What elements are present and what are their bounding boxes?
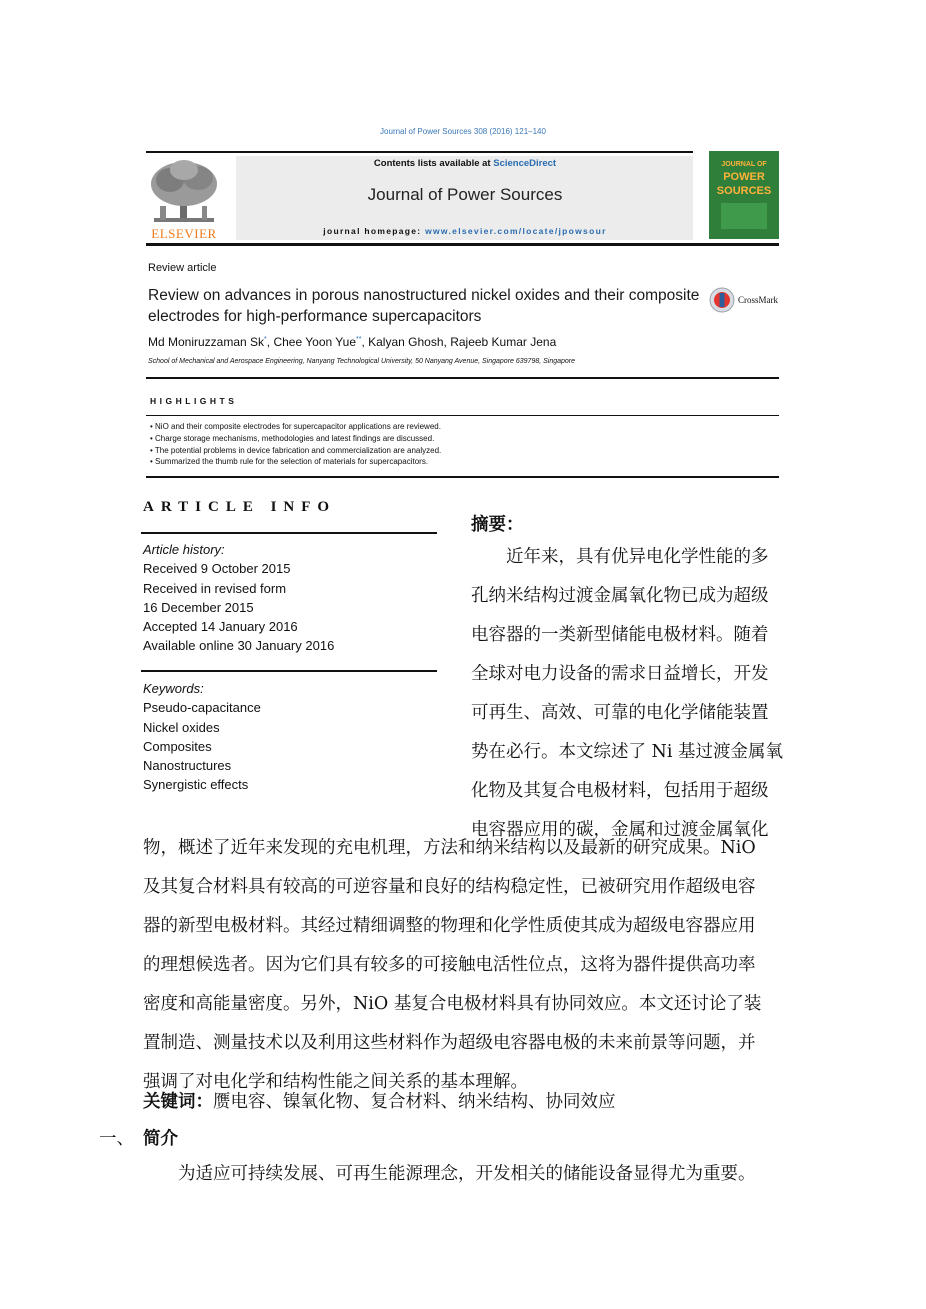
abstract-line: 势在必行。本文综述了 Ni 基过渡金属氧 bbox=[471, 742, 784, 762]
history-line: Available online 30 January 2016 bbox=[143, 638, 335, 654]
article-info-rule bbox=[141, 532, 437, 534]
author-mark: * bbox=[264, 336, 267, 343]
keywords-cn bbox=[143, 1088, 616, 1113]
highlights-bottom-rule bbox=[146, 476, 779, 478]
elsevier-logo bbox=[146, 158, 222, 226]
keyword-item: Nickel oxides bbox=[143, 719, 220, 735]
keywords-cn-text: 赝电容、镍氧化物、复合材料、纳米结构、协同效应 bbox=[213, 1092, 616, 1112]
journal-cover-thumbnail bbox=[709, 151, 779, 239]
abstract-line: 电容器的一类新型储能电极材料。随着 bbox=[471, 625, 769, 645]
keywords-label: Keywords: bbox=[143, 681, 204, 696]
keyword-item: Pseudo-capacitance bbox=[143, 700, 261, 716]
author-name: Kalyan Ghosh bbox=[368, 335, 444, 349]
contents-prefix: Contents lists available at bbox=[373, 158, 494, 169]
journal-citation: Journal of Power Sources 308 (2016) 121–140 bbox=[380, 127, 546, 136]
section-title: 简介 bbox=[143, 1129, 178, 1149]
highlight-item: • Summarized the thumb rule for the selection of materials for supercapacitors. bbox=[150, 457, 429, 467]
highlight-item: • NiO and their composite electrodes for supercapacitor applications are reviewed. bbox=[150, 422, 441, 431]
abstract-line: 近年来，具有优异电化学性能的多 bbox=[471, 547, 769, 567]
elsevier-wordmark: ELSEVIER bbox=[151, 226, 217, 241]
abstract-line: 可再生、高效、可靠的电化学储能装置 bbox=[471, 703, 769, 723]
author-list bbox=[148, 335, 556, 349]
author-sep: , bbox=[361, 335, 369, 349]
author-affiliation: School of Mechanical and Aerospace Engineering, Nanyang Technological University, 50 Nanyang Avenue, Singapore 639798, Singapore bbox=[148, 358, 576, 365]
history-line: Received in revised form bbox=[143, 580, 287, 596]
history-line: 16 December 2015 bbox=[143, 599, 254, 615]
author-mark: ** bbox=[356, 336, 362, 343]
author-name: Chee Yoon Yue bbox=[273, 335, 356, 349]
section-number: 一、 bbox=[99, 1129, 134, 1149]
cover-line-3: SOURCES bbox=[716, 185, 772, 197]
intro-paragraph: 为适应可持续发展、可再生能源理念，开发相关的储能设备显得尤为重要。 bbox=[178, 1164, 756, 1184]
abstract-full-width bbox=[143, 829, 789, 1102]
abstract-line: 及其复合材料具有较高的可逆容量和良好的结构稳定性，已被研究用作超级电容 bbox=[143, 877, 756, 897]
abstract-line: 强调了对电化学和结构性能之间关系的基本理解。 bbox=[143, 1072, 528, 1092]
author-sep: , bbox=[266, 335, 274, 349]
history-line: Received 9 October 2015 bbox=[143, 561, 291, 577]
abstract-line: 的理想候选者。因为它们具有较多的可接触电活性位点，这将为器件提供高功率 bbox=[143, 955, 756, 975]
cover-line-2: POWER bbox=[723, 171, 765, 183]
keyword-item: Nanostructures bbox=[143, 758, 232, 774]
crossmark-badge[interactable] bbox=[709, 287, 784, 315]
abstract-line: 器的新型电极材料。其经过精细调整的物理和化学性质使其成为超级电容器应用 bbox=[143, 916, 756, 936]
history-rule bbox=[141, 670, 437, 672]
elsevier-tree-icon bbox=[146, 158, 222, 226]
article-type: Review article bbox=[148, 262, 217, 274]
keyword-item: Composites bbox=[143, 738, 212, 754]
highlights-title: HIGHLIGHTS bbox=[150, 396, 238, 406]
affiliation-rule bbox=[146, 377, 779, 379]
contents-available-line bbox=[240, 158, 690, 169]
article-info-title: ARTICLE INFO bbox=[143, 499, 337, 515]
article-history bbox=[143, 540, 334, 656]
highlight-item: • Charge storage mechanisms, methodologies and latest findings are discussed. bbox=[150, 433, 435, 443]
highlights-rule bbox=[146, 415, 779, 416]
header-bottom-rule bbox=[146, 243, 779, 246]
sciencedirect-link[interactable]: ScienceDirect bbox=[493, 158, 557, 169]
abstract-heading: 摘要： bbox=[471, 515, 524, 535]
abstract-line: 全球对电力设备的需求日益增长，开发 bbox=[471, 664, 769, 684]
crossmark-label: CrossMark bbox=[738, 295, 778, 305]
journal-title: Journal of Power Sources bbox=[367, 185, 563, 204]
keywords-block bbox=[143, 679, 261, 795]
keyword-item: Synergistic effects bbox=[143, 777, 249, 793]
history-line: Accepted 14 January 2016 bbox=[143, 619, 298, 635]
highlights-list bbox=[150, 421, 441, 468]
abstract-line: 电容器应用的碳，金属和过渡金属氧化 bbox=[471, 820, 769, 840]
history-label: Article history: bbox=[143, 542, 225, 557]
journal-homepage-line bbox=[240, 226, 690, 236]
keywords-cn-label: 关键词： bbox=[143, 1092, 213, 1112]
abstract-line: 密度和高能量密度。另外，NiO 基复合电极材料具有协同效应。本文还讨论了装 bbox=[143, 994, 762, 1014]
cover-line-1: JOURNAL OF bbox=[721, 161, 767, 168]
abstract-right-column bbox=[471, 538, 789, 850]
homepage-link[interactable]: www.elsevier.com/locate/jpowsour bbox=[425, 226, 607, 236]
article-title: Review on advances in porous nanostructured nickel oxides and their composite electrodes for high-performance supercapacitors bbox=[148, 287, 700, 325]
abstract-line: 置制造、测量技术以及利用这些材料作为超级电容器电极的未来前景等问题，并 bbox=[143, 1033, 756, 1053]
abstract-line: 化物及其复合电极材料，包括用于超级 bbox=[471, 781, 769, 801]
abstract-line: 孔纳米结构过渡金属氧化物已成为超级 bbox=[471, 586, 769, 606]
header-top-rule bbox=[146, 151, 693, 153]
highlight-item: • The potential problems in device fabrication and commercialization are analyzed. bbox=[150, 445, 442, 455]
author-name: Md Moniruzzaman Sk bbox=[148, 335, 265, 349]
crossmark-icon bbox=[709, 287, 735, 313]
homepage-prefix: journal homepage: bbox=[323, 226, 426, 236]
abstract-line: 物，概述了近年来发现的充电机理，方法和纳米结构以及最新的研究成果。NiO bbox=[143, 838, 756, 858]
author-name: Rajeeb Kumar Jena bbox=[450, 335, 557, 349]
author-sep: , bbox=[443, 335, 451, 349]
cover-graphic bbox=[721, 203, 767, 229]
